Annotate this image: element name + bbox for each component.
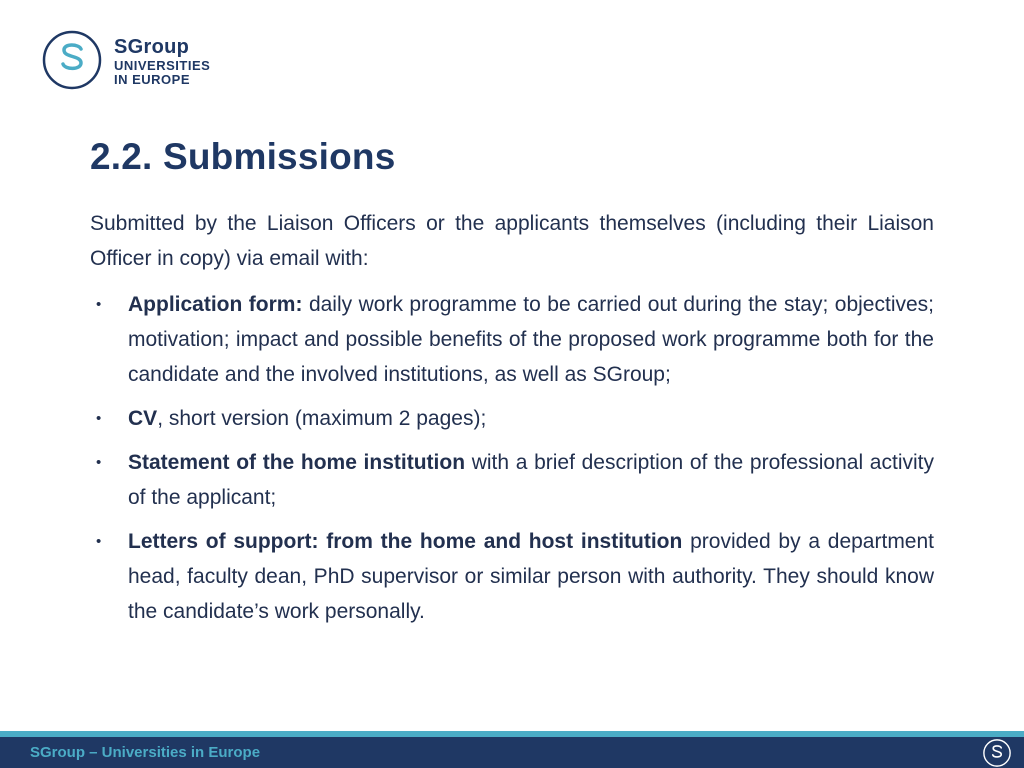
sgroup-logo-text bbox=[114, 32, 210, 87]
bullet-body-text: daily work programme to be carried out during the stay; objectives; motivation; impact and possible benefits of the proposed work programme both for the candidate and the involved institutions, as well as SGroup; bbox=[128, 293, 934, 386]
bullet-bold-lead: Application form: bbox=[128, 293, 303, 316]
logo-title: SGroup bbox=[114, 36, 190, 59]
bullet-marker: • bbox=[96, 454, 102, 471]
bullet-text-block bbox=[128, 445, 934, 515]
bullet-marker: • bbox=[96, 410, 102, 427]
bullet-marker: • bbox=[96, 533, 102, 550]
bullet-bold-lead: CV bbox=[128, 407, 158, 430]
footer-text: SGroup – Universities in Europe bbox=[30, 744, 261, 761]
bullet-body-text: provided by a department head, faculty dean, PhD supervisor or similar person with authority. They should know the candidate’s work personally. bbox=[128, 530, 935, 623]
list-item bbox=[90, 287, 934, 392]
footer-sgroup-logo-icon bbox=[982, 738, 1012, 768]
bullet-text-block bbox=[128, 524, 934, 629]
bullet-marker: • bbox=[96, 296, 102, 313]
intro-paragraph: Submitted by the Liaison Officers or the applicants themselves (including their Liaison Officer in copy) via email with: bbox=[90, 212, 934, 270]
logo-subtitle-line2: IN EUROPE bbox=[114, 72, 191, 88]
list-item bbox=[90, 524, 934, 629]
list-item bbox=[90, 401, 934, 436]
slide-content bbox=[90, 136, 934, 638]
bullet-body-text: , short version (maximum 2 pages); bbox=[157, 407, 487, 430]
sgroup-logo-icon bbox=[40, 28, 104, 92]
bullet-bold-lead: Letters of support: from the home and host institution bbox=[128, 530, 683, 553]
footer-bar bbox=[0, 737, 1024, 768]
bullet-text-block bbox=[128, 287, 934, 392]
bullet-text-block bbox=[128, 401, 934, 436]
logo-subtitle-line1: UNIVERSITIES bbox=[114, 57, 211, 73]
list-item bbox=[90, 445, 934, 515]
bullet-body-text: with a brief description of the professional activity of the applicant; bbox=[128, 451, 934, 509]
bullet-bold-lead: Statement of the home institution bbox=[128, 451, 466, 474]
bullet-list bbox=[90, 287, 934, 629]
sgroup-logo bbox=[40, 28, 210, 92]
page-title: 2.2. Submissions bbox=[90, 136, 396, 177]
